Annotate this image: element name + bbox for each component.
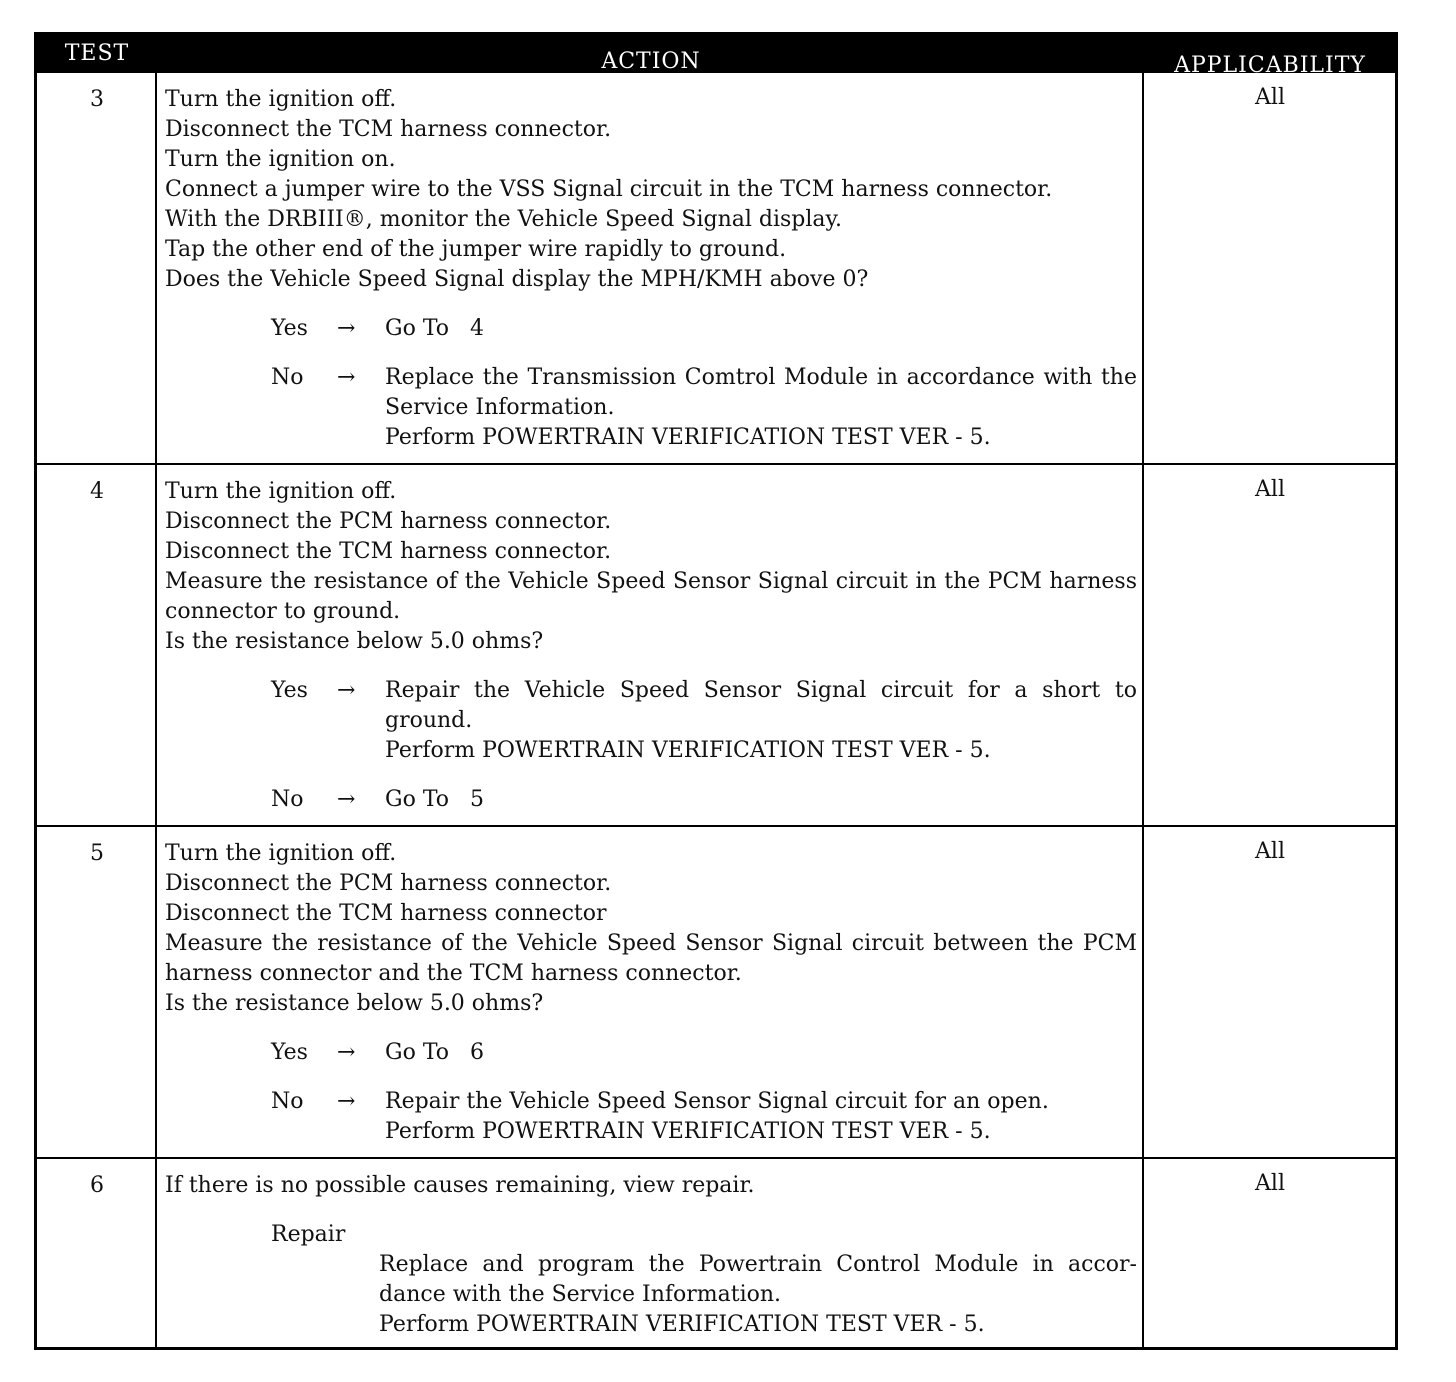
applicability-cell: All [1255, 1171, 1285, 1196]
step-text: Disconnect the PCM harness connector. [165, 871, 612, 896]
no-result [385, 363, 1137, 453]
test-number: 3 [90, 87, 104, 112]
step-text: Tap the other end of the jumper wire rapidly to ground. [165, 237, 787, 262]
action-cell [165, 1171, 1137, 1340]
question-text: Is the resistance below 5.0 ohms? [165, 991, 544, 1016]
result-text: Repair the Vehicle Speed Sensor Signal circuit for a short to ground. [385, 678, 1137, 733]
applicability-cell: All [1255, 85, 1285, 110]
no-result [385, 1087, 1137, 1147]
yes-option [165, 676, 1137, 766]
yes-option [165, 1038, 1137, 1068]
repair-text: Perform POWERTRAIN VERIFICATION TEST VER - 5. [379, 1312, 985, 1337]
no-option [165, 1087, 1137, 1147]
applicability-cell: All [1255, 477, 1285, 502]
no-option [165, 785, 1137, 815]
table-row [37, 1159, 1395, 1347]
step-text: Measure the resistance of the Vehicle Speed Sensor Signal circuit in the PCM harness connector to ground. [165, 569, 1137, 624]
step-text: Connect a jumper wire to the VSS Signal circuit in the TCM harness connector. [165, 177, 1053, 202]
yes-option [165, 314, 1137, 344]
yes-result: Go To 4 [385, 316, 484, 341]
action-cell [165, 477, 1137, 815]
result-text: Repair the Vehicle Speed Sensor Signal circuit for an open. [385, 1089, 1049, 1114]
arrow-right-icon: → [337, 787, 356, 812]
step-text: Disconnect the TCM harness connector. [165, 117, 612, 142]
arrow-right-icon: → [337, 316, 356, 341]
step-text: Disconnect the PCM harness connector. [165, 509, 612, 534]
repair-label: Repair [271, 1222, 346, 1247]
applicability-cell: All [1255, 839, 1285, 864]
step-text: Turn the ignition off. [165, 841, 397, 866]
question-text: Does the Vehicle Speed Signal display the MPH/KMH above 0? [165, 267, 869, 292]
step-text: Turn the ignition off. [165, 87, 397, 112]
action-cell [165, 839, 1137, 1147]
yes-label: Yes [271, 1040, 308, 1065]
result-text: Perform POWERTRAIN VERIFICATION TEST VER - 5. [385, 1119, 991, 1144]
arrow-right-icon: → [337, 1040, 356, 1065]
table-header [37, 35, 1395, 78]
arrow-right-icon: → [337, 1089, 356, 1114]
action-cell [165, 85, 1137, 453]
table-row [37, 827, 1395, 1157]
arrow-right-icon: → [337, 678, 356, 703]
step-text: Disconnect the TCM harness connector [165, 901, 607, 926]
result-text: Replace the Transmission Comtrol Module in accordance with the Service Information. [385, 365, 1137, 420]
arrow-right-icon: → [337, 365, 356, 390]
yes-result [385, 676, 1137, 766]
step-text: Disconnect the TCM harness connector. [165, 539, 612, 564]
test-number: 5 [90, 841, 104, 866]
yes-label: Yes [271, 316, 308, 341]
test-number: 6 [90, 1173, 104, 1198]
diagnostic-test-table [34, 32, 1398, 1350]
question-text: Is the resistance below 5.0 ohms? [165, 629, 544, 654]
repair-instructions [379, 1250, 1137, 1340]
header-applicability: APPLICABILITY [1174, 53, 1366, 78]
result-text: Perform POWERTRAIN VERIFICATION TEST VER - 5. [385, 425, 991, 450]
yes-label: Yes [271, 678, 308, 703]
no-label: No [271, 365, 304, 390]
no-label: No [271, 1089, 304, 1114]
intro-text: If there is no possible causes remaining, view repair. [165, 1173, 755, 1198]
no-result: Go To 5 [385, 787, 484, 812]
step-text: Turn the ignition off. [165, 479, 397, 504]
step-text: With the DRBIII®, monitor the Vehicle Speed Signal display. [165, 207, 843, 232]
header-action: ACTION [601, 49, 701, 74]
repair-text: Replace and program the Powertrain Control Module in accor-dance with the Service Information. [379, 1252, 1137, 1307]
yes-result: Go To 6 [385, 1040, 484, 1065]
test-number: 4 [90, 479, 104, 504]
table-row [37, 465, 1395, 825]
result-text: Perform POWERTRAIN VERIFICATION TEST VER - 5. [385, 738, 991, 763]
table-row [37, 73, 1395, 465]
no-option [165, 363, 1137, 453]
no-label: No [271, 787, 304, 812]
header-test: TEST [64, 41, 130, 66]
step-text: Turn the ignition on. [165, 147, 396, 172]
step-text: Measure the resistance of the Vehicle Speed Sensor Signal circuit between the PCM harness connector and the TCM harness connector. [165, 931, 1137, 986]
